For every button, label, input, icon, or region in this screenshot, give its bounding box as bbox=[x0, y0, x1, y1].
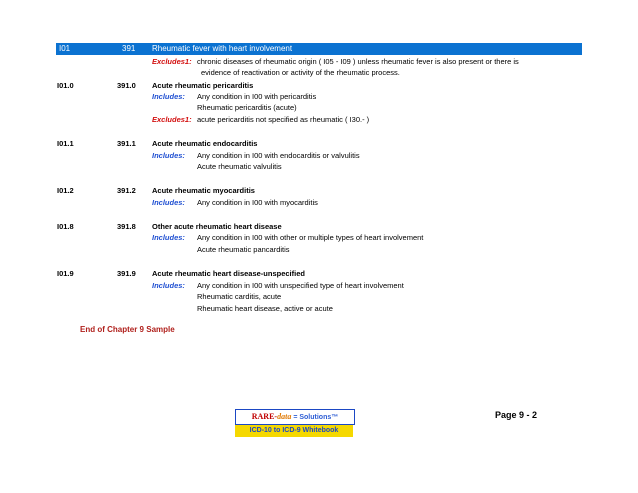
excludes-text-cont: evidence of reactivation or activity of the rheumatic process. bbox=[201, 68, 400, 77]
includes-label: Includes: bbox=[152, 92, 185, 101]
entry-icd9: 391.8 bbox=[117, 222, 136, 231]
includes-item: Any condition in I00 with myocarditis bbox=[197, 198, 318, 207]
entry-code: I01.1 bbox=[57, 139, 74, 148]
entry-icd9: 391.0 bbox=[117, 81, 136, 90]
includes-label: Includes: bbox=[152, 151, 185, 160]
header-title: Rheumatic fever with heart involvement bbox=[152, 44, 293, 53]
includes-item: Any condition in I00 with unspecified type of heart involvement bbox=[197, 281, 404, 290]
excludes-text: chronic diseases of rheumatic origin ( I05 - I09 ) unless rheumatic fever is also present or there is bbox=[197, 57, 519, 66]
whitebook-subtitle: ICD-10 to ICD-9 Whitebook bbox=[235, 425, 353, 437]
includes-item: Rheumatic carditis, acute bbox=[197, 292, 282, 301]
header-icd9: 391 bbox=[122, 44, 136, 53]
entry-code: I01.9 bbox=[57, 269, 74, 278]
logo-rare: RARE- bbox=[251, 412, 278, 421]
includes-item: Acute rheumatic valvulitis bbox=[197, 162, 282, 171]
includes-item: Any condition in I00 with other or multiple types of heart involvement bbox=[197, 233, 424, 242]
includes-item: Rheumatic pericarditis (acute) bbox=[197, 103, 297, 112]
includes-item: Any condition in I00 with pericarditis bbox=[197, 92, 317, 101]
includes-item: Acute rheumatic pancarditis bbox=[197, 245, 290, 254]
entry-title: Acute rheumatic pericarditis bbox=[152, 81, 254, 90]
entry-code: I01.8 bbox=[57, 222, 74, 231]
entry-title: Acute rheumatic myocarditis bbox=[152, 186, 255, 195]
includes-label: Includes: bbox=[152, 233, 185, 242]
entry-title: Other acute rheumatic heart disease bbox=[152, 222, 282, 231]
end-of-chapter-note: End of Chapter 9 Sample bbox=[80, 325, 175, 334]
entry-title: Acute rheumatic endocarditis bbox=[152, 139, 258, 148]
header-code: I01 bbox=[59, 44, 71, 53]
entry-code: I01.0 bbox=[57, 81, 74, 90]
page-number: Page 9 - 2 bbox=[495, 410, 538, 420]
rare-data-logo bbox=[235, 409, 355, 425]
excludes-text: acute pericarditis not specified as rheumatic ( I30.- ) bbox=[197, 115, 370, 124]
includes-label: Includes: bbox=[152, 281, 185, 290]
includes-item: Any condition in I00 with endocarditis or valvulitis bbox=[197, 151, 360, 160]
logo-data: data bbox=[277, 412, 292, 421]
entry-icd9: 391.9 bbox=[117, 269, 136, 278]
includes-item: Rheumatic heart disease, active or acute bbox=[197, 304, 333, 313]
excludes-label: Excludes1: bbox=[152, 115, 192, 124]
highlighted-header-row bbox=[56, 43, 582, 55]
excludes-label: Excludes1: bbox=[152, 57, 192, 66]
includes-label: Includes: bbox=[152, 198, 185, 207]
entry-code: I01.2 bbox=[57, 186, 74, 195]
entry-title: Acute rheumatic heart disease-unspecified bbox=[152, 269, 305, 278]
logo-solutions: = Solutions™ bbox=[293, 414, 339, 421]
entry-icd9: 391.2 bbox=[117, 186, 136, 195]
entry-icd9: 391.1 bbox=[117, 139, 136, 148]
